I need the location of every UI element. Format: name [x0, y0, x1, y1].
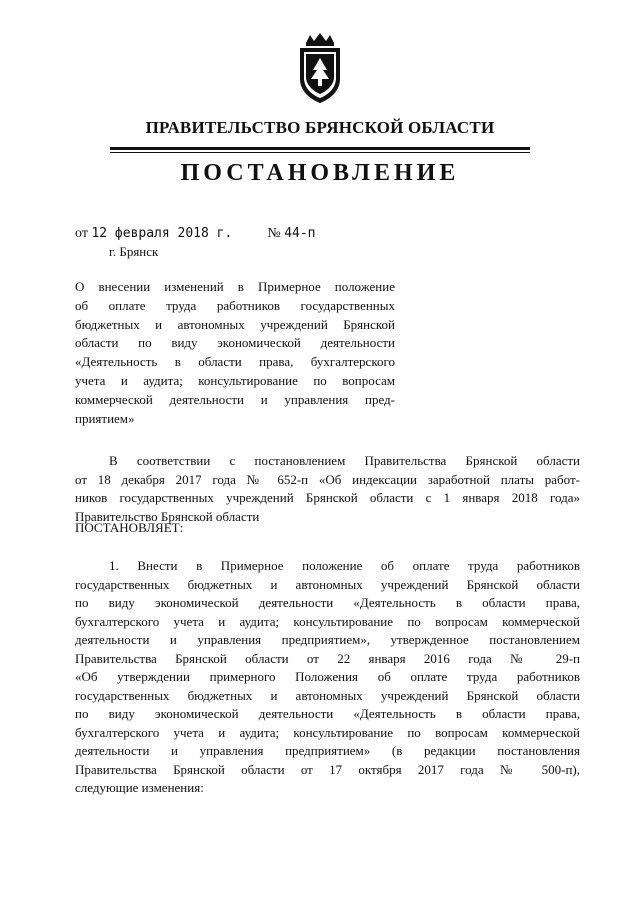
basis-line: от 18 декабря 2017 года № 652-п «Об индексации заработной платы работ- [75, 471, 580, 487]
item-line: деятельности и управления предприятием», утвержденное постановлением [75, 632, 580, 647]
item-line: бухгалтерского учета и аудита; консультирование по вопросам коммерческой [75, 613, 580, 629]
item-line: деятельности и управления предприятием» (в редакции постановления [75, 743, 580, 758]
date-number-line [75, 226, 316, 242]
document-type-title: ПОСТАНОВЛЕНИЕ [180, 160, 460, 186]
basis-line: Правительство Брянской области [75, 508, 260, 524]
number-prefix: № [267, 226, 281, 241]
basis-paragraph [75, 452, 580, 526]
subject-line: «Деятельность в области права, бухгалтерского [75, 354, 395, 370]
subject-block [75, 278, 395, 428]
subject-line: учета и аудита; консультирование по вопросам [75, 372, 395, 388]
item-line: 1. Внести в Примерное положение об оплате труда работников [109, 558, 580, 573]
organization-name: ПРАВИТЕЛЬСТВО БРЯНСКОЙ ОБЛАСТИ [145, 118, 495, 137]
document-number: 44-п [284, 226, 316, 241]
item-line: государственных бюджетных и автономных учреждений Брянской области [75, 576, 580, 592]
basis-line: В соответствии с постановлением Правительства Брянской области [109, 453, 580, 468]
subject-line: О внесении изменений в Примерное положение [75, 279, 395, 294]
date-prefix: от [75, 226, 88, 241]
subject-line: коммерческой деятельности и управления пред- [75, 391, 395, 407]
city-line: г. Брянск [109, 244, 159, 259]
resolves-heading: ПОСТАНОВЛЯЕТ: [75, 520, 184, 535]
subject-line: области по виду экономической деятельности [75, 335, 395, 351]
subject-line: бюджетных и автономных учреждений Брянской [75, 316, 395, 332]
item-line: государственных бюджетных и автономных учреждений Брянской области [75, 687, 580, 703]
document-date: 12 февраля 2018 г. [91, 226, 233, 241]
item-1-paragraph [75, 557, 580, 798]
item-line: бухгалтерского учета и аудита; консультирование по вопросам коммерческой [75, 724, 580, 740]
subject-line: об оплате труда работников государственных [75, 297, 395, 313]
header-divider-thin [110, 152, 530, 153]
item-line: по виду экономической деятельности «Деятельность в области права, [75, 706, 580, 721]
subject-line: приятием» [75, 410, 135, 426]
header-divider [110, 147, 530, 150]
coat-of-arms-emblem [292, 33, 348, 105]
item-line: Правительства Брянской области от 17 октября 2017 года № 500-п), [75, 761, 580, 777]
item-line: «Об утверждении примерного Положения об оплате труда работников [75, 669, 580, 684]
item-line: Правительства Брянской области от 22 января 2016 года № 29-п [75, 650, 580, 666]
item-line: по виду экономической деятельности «Деятельность в области права, [75, 595, 580, 610]
item-line: следующие изменения: [75, 780, 204, 795]
basis-line: ников государственных учреждений Брянской области с 1 января 2018 года» [75, 490, 580, 505]
